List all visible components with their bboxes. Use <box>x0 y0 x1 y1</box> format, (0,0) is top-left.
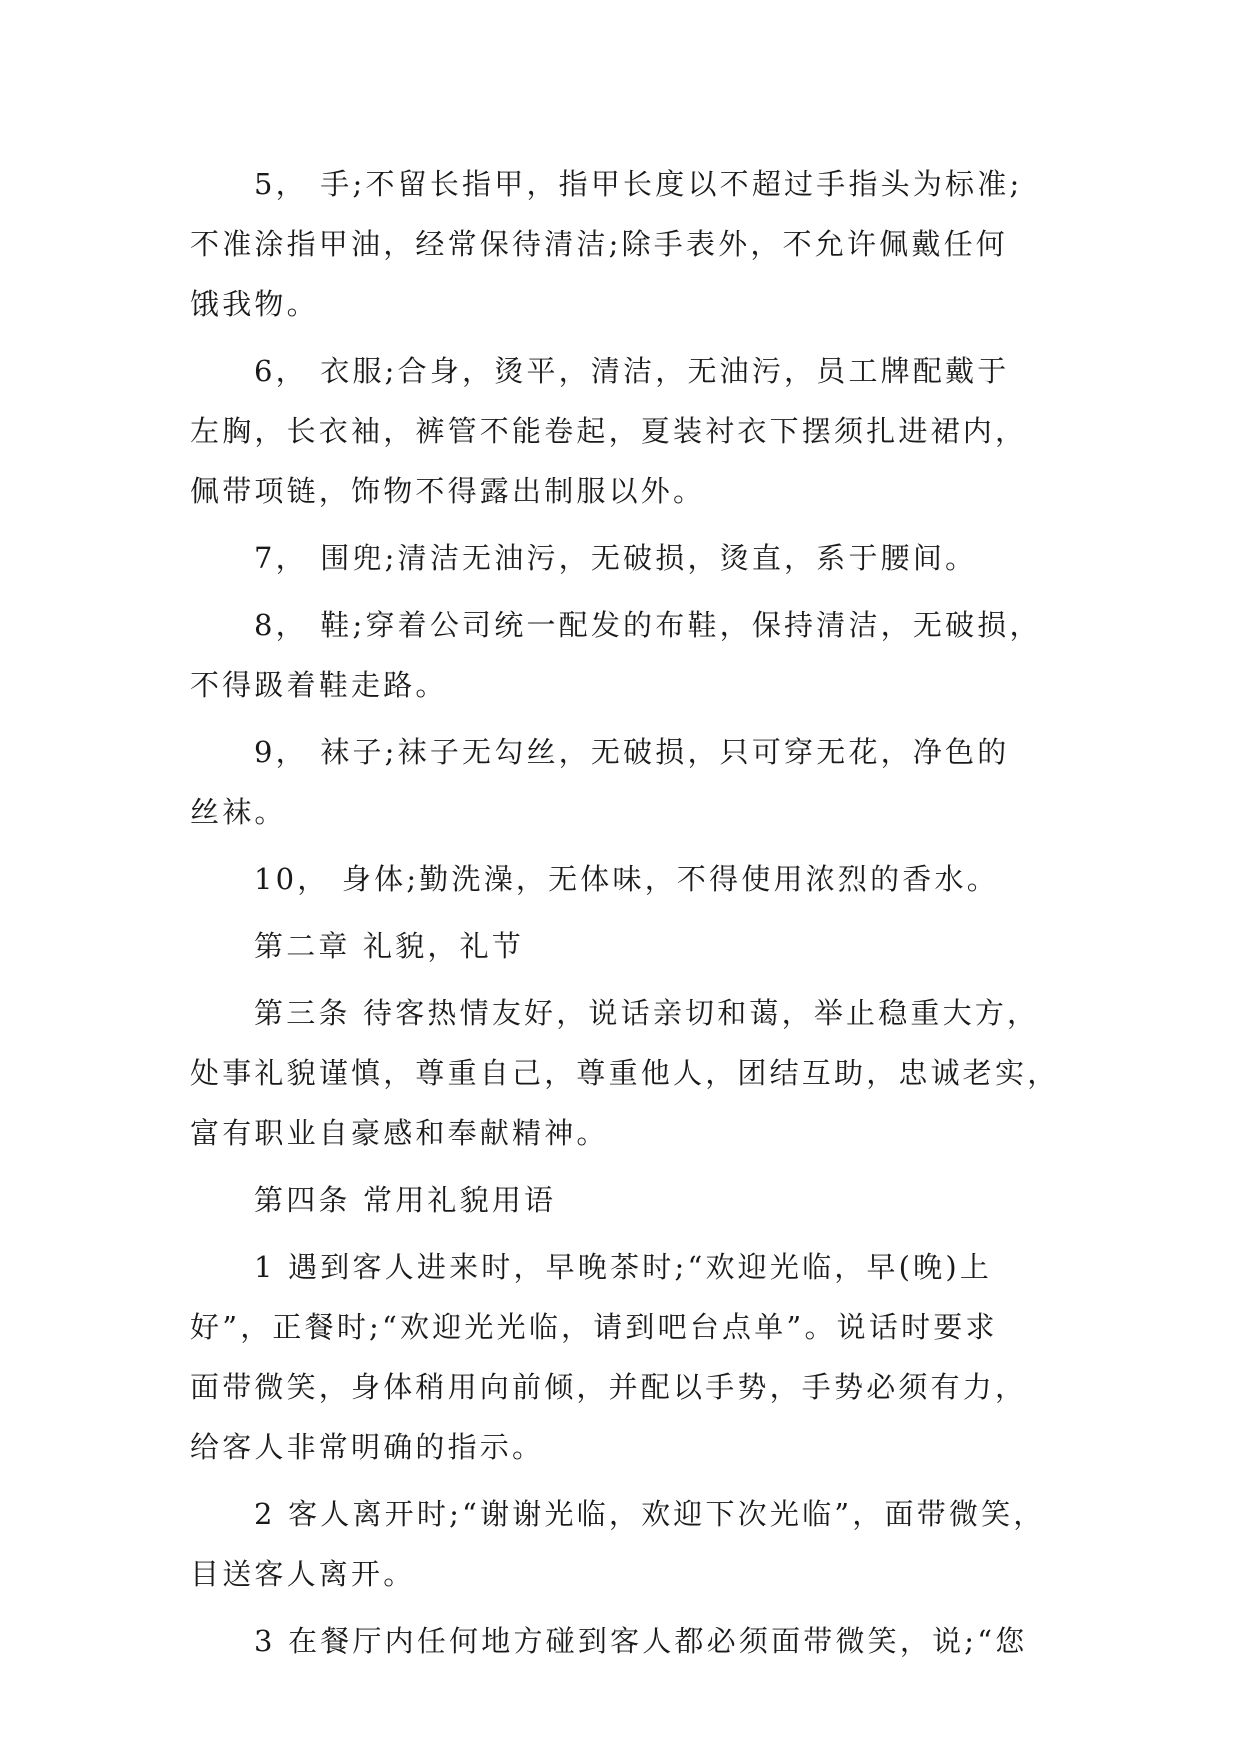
paragraph-item-10 <box>190 849 1070 909</box>
text-line: 不准涂指甲油，经常保待清洁;除手表外，不允许佩戴任何 <box>190 227 1008 261</box>
text-line: 2 客人离开时;“谢谢光临，欢迎下次光临”，面带微笑， <box>254 1497 1046 1531</box>
text-line: 第二章 礼貌，礼节 <box>254 929 525 963</box>
text-line: 8， 鞋;穿着公司统一配发的布鞋，保持清洁，无破损， <box>254 608 1042 642</box>
text-line: 不得趿着鞋走路。 <box>190 668 448 702</box>
text-line: 左胸，长衣袖，裤管不能卷起，夏装衬衣下摆须扎进裙内， <box>190 414 1028 448</box>
text-line: 1 遇到客人进来时，早晚茶时;“欢迎光临，早(晚)上 <box>254 1250 993 1284</box>
text-line: 目送客人离开。 <box>190 1557 416 1591</box>
text-line: 9， 袜子;袜子无勾丝，无破损，只可穿无花，净色的 <box>254 735 1010 769</box>
text-line: 5， 手;不留长指甲，指甲长度以不超过手指头为标准; <box>254 167 1023 201</box>
article-heading <box>190 1170 1070 1230</box>
text-line: 6， 衣服;合身，烫平，清洁，无油污，员工牌配戴于 <box>254 354 1010 388</box>
text-line: 处事礼貌谨慎，尊重自己，尊重他人，团结互助，忠诚老实， <box>190 1056 1060 1090</box>
paragraph-article-3 <box>190 983 1070 1163</box>
text-line: 给客人非常明确的指示。 <box>190 1430 545 1464</box>
text-line: 饿我物。 <box>190 287 319 321</box>
text-line: 面带微笑，身体稍用向前倾，并配以手势，手势必须有力， <box>190 1370 1028 1404</box>
paragraph-item-9 <box>190 722 1070 842</box>
text-line: 7， 围兜;清洁无油污，无破损，烫直，系于腰间。 <box>254 541 978 575</box>
paragraph-phrase-1 <box>190 1237 1070 1477</box>
text-line: 丝袜。 <box>190 795 287 829</box>
paragraph-item-5 <box>190 154 1070 334</box>
paragraph-phrase-3 <box>190 1611 1070 1671</box>
paragraph-item-6 <box>190 341 1070 521</box>
paragraph-phrase-2 <box>190 1484 1070 1604</box>
text-line: 第四条 常用礼貌用语 <box>254 1183 557 1217</box>
text-line: 佩带项链，饰物不得露出制服以外。 <box>190 474 706 508</box>
text-line: 3 在餐厅内任何地方碰到客人都必须面带微笑，说;“您 <box>254 1624 1028 1658</box>
text-line: 第三条 待客热情友好，说话亲切和蔼，举止稳重大方， <box>254 996 1040 1030</box>
document-body <box>190 154 1070 1671</box>
chapter-heading <box>190 916 1070 976</box>
paragraph-item-7 <box>190 528 1070 588</box>
text-line: 好”，正餐时;“欢迎光光临，请到吧台点单”。说话时要求 <box>190 1310 998 1344</box>
paragraph-item-8 <box>190 595 1070 715</box>
text-line: 10， 身体;勤洗澡，无体味，不得使用浓烈的香水。 <box>254 862 999 896</box>
text-line: 富有职业自豪感和奉献精神。 <box>190 1116 609 1150</box>
